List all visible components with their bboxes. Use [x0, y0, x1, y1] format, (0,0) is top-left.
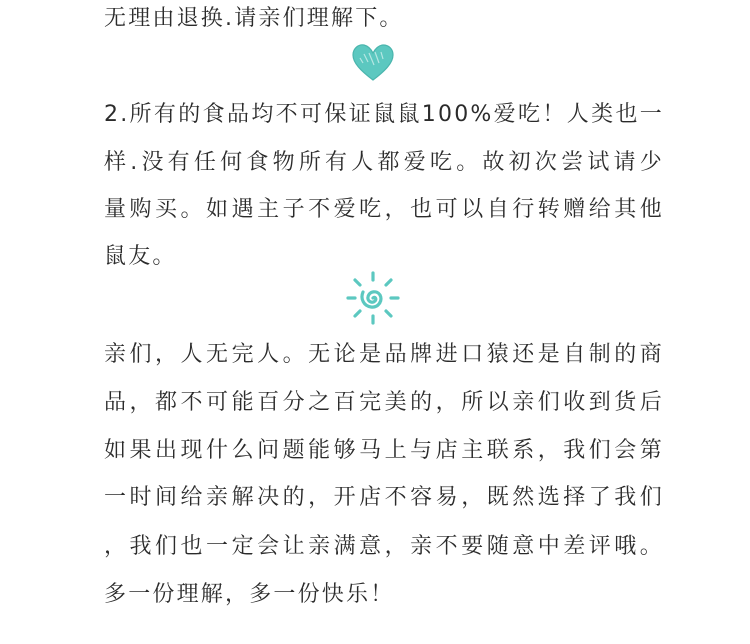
text-line-5: 鼠友。	[104, 244, 177, 269]
text-line-8: 如果出现什么问题能够马上与店主联系，我们会第	[104, 438, 664, 463]
text-line-2: 2.所有的食品均不可保证鼠鼠100%爱吃！人类也一	[104, 102, 664, 127]
sun-icon	[346, 271, 400, 325]
text-line-1: 无理由退换.请亲们理解下。	[104, 6, 404, 31]
text-line-6: 亲们，人无完人。无论是品牌进口猿还是自制的商	[104, 342, 664, 367]
text-line-11: 多一份理解，多一份快乐！	[104, 582, 395, 607]
heart-icon	[352, 44, 394, 82]
text-line-7: 品，都不可能百分之百完美的，所以亲们收到货后	[104, 390, 664, 415]
text-line-10: ，我们也一定会让亲满意，亲不要随意中差评哦。	[104, 534, 664, 559]
text-line-3: 样.没有任何食物所有人都爱吃。故初次尝试请少	[104, 150, 664, 175]
text-line-9: 一时间给亲解决的，开店不容易，既然选择了我们	[104, 485, 664, 510]
text-line-4: 量购买。如遇主子不爱吃，也可以自行转赠给其他	[104, 197, 664, 222]
